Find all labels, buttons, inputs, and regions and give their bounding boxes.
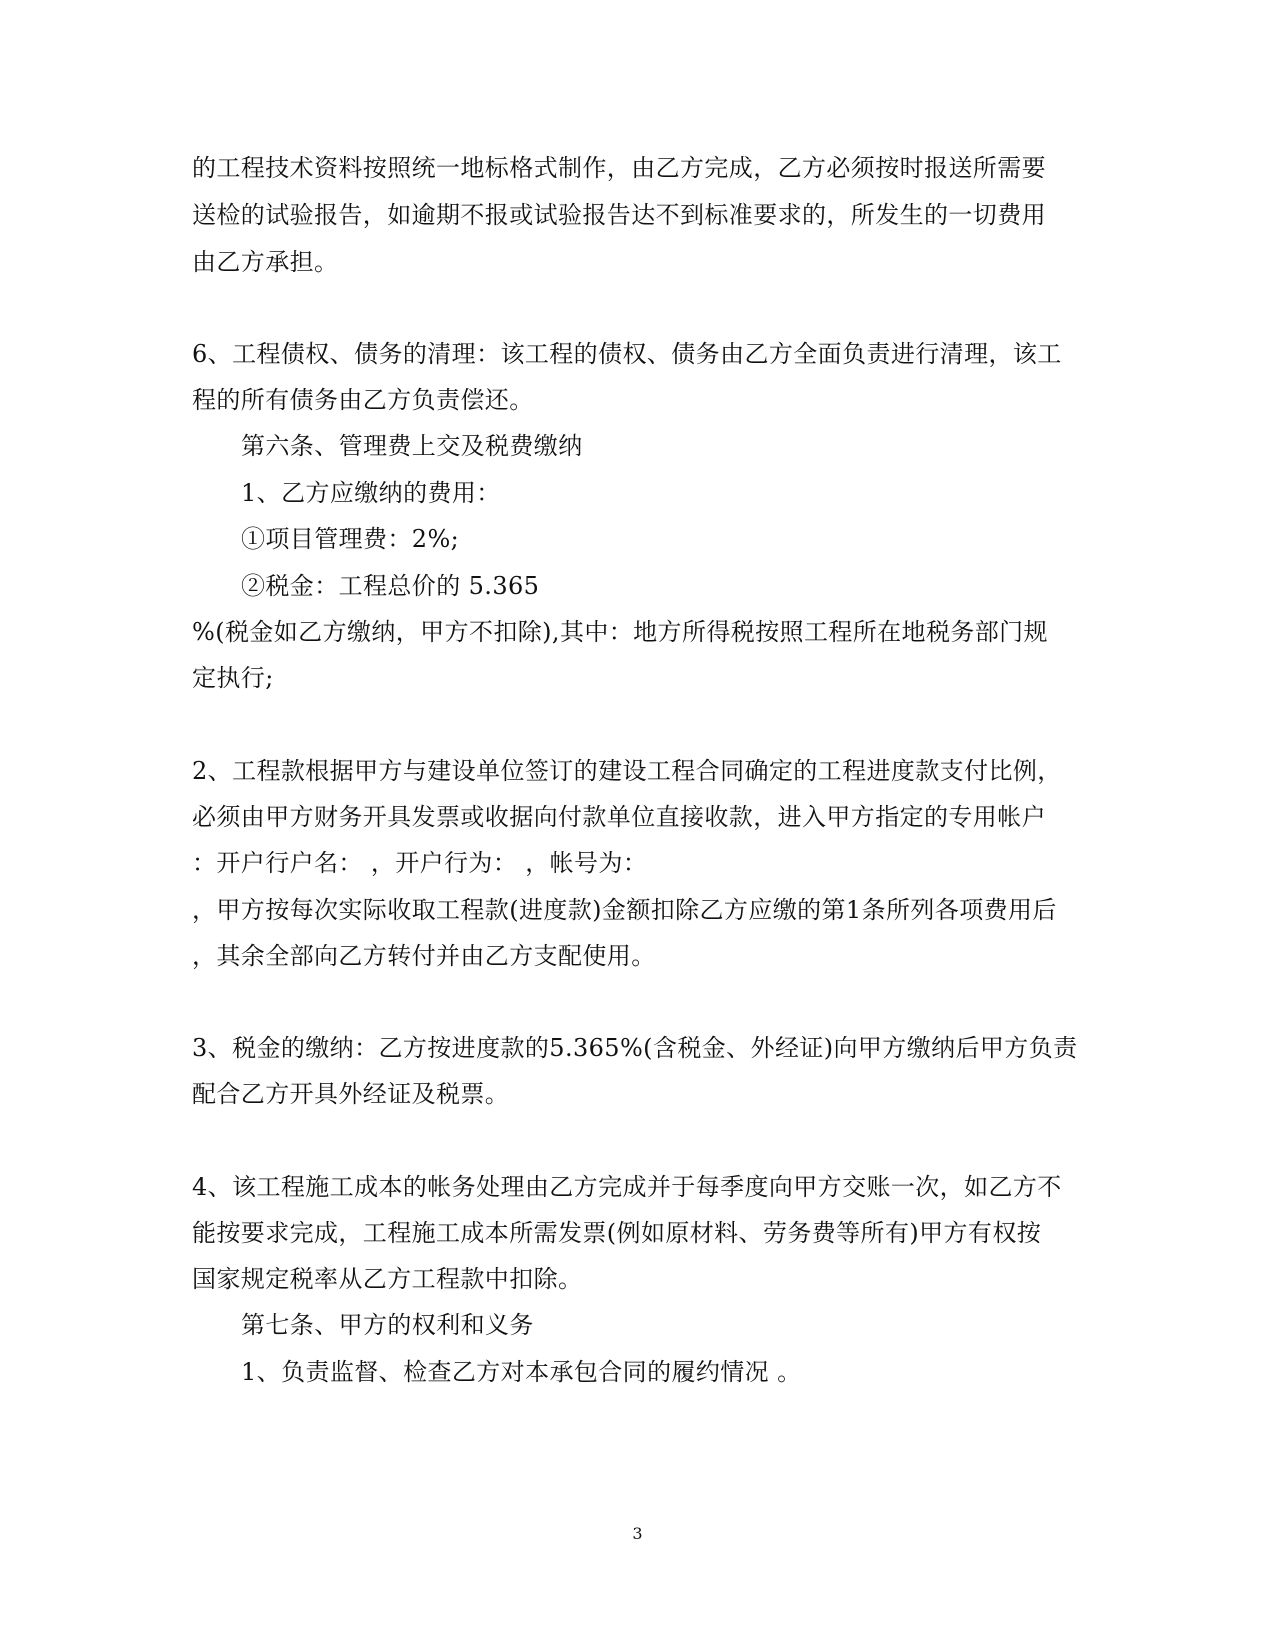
paragraph-4-line: 4、该工程施工成本的帐务处理由乙方完成并于每季度向甲方交账一次，如乙方不: [192, 1173, 1062, 1201]
fee-item-tax: ②税金：工程总价的 5.365: [241, 572, 540, 600]
paragraph-4-line: 能按要求完成，工程施工成本所需发票(例如原材料、劳务费等所有)甲方有权按: [192, 1219, 1042, 1247]
paragraph-2-line: ，甲方按每次实际收取工程款(进度款)金额扣除乙方应缴的第1条所列各项费用后: [192, 896, 1057, 924]
paragraph-3-line: 3、税金的缴纳：乙方按进度款的5.365%(含税金、外经证)向甲方缴纳后甲方负责: [192, 1034, 1078, 1062]
paragraph-3-line: 配合乙方开具外经证及税票。: [192, 1080, 510, 1108]
article-7-heading: 第七条、甲方的权利和义务: [241, 1311, 534, 1339]
paragraph-2-line: 必须由甲方财务开具发票或收据向付款单位直接收款，进入甲方指定的专用帐户: [192, 803, 1046, 831]
body-text-line: 由乙方承担。: [192, 248, 339, 276]
page-number: 3: [632, 1524, 643, 1543]
paragraph-6-line: 程的所有债务由乙方负责偿还。: [192, 386, 534, 414]
paragraph-6-line: 6、工程债权、债务的清理：该工程的债权、债务由乙方全面负责进行清理，该工: [192, 340, 1062, 368]
paragraph-4-line: 国家规定税率从乙方工程款中扣除。: [192, 1265, 583, 1293]
body-text-line: 的工程技术资料按照统一地标格式制作，由乙方完成，乙方必须按时报送所需要: [192, 154, 1046, 182]
body-text-line: 送检的试验报告，如逾期不报或试验报告达不到标准要求的，所发生的一切费用: [192, 201, 1046, 229]
account-info-line: ：开户行户名： ，开户行为： ，帐号为：: [192, 849, 648, 877]
paragraph-2-line: ，其余全部向乙方转付并由乙方支配使用。: [192, 942, 656, 970]
fee-list-heading: 1、乙方应缴纳的费用：: [241, 479, 501, 507]
tax-note-line: %(税金如乙方缴纳，甲方不扣除),其中：地方所得税按照工程所在地税务部门规: [192, 618, 1048, 646]
obligation-item-1: 1、负责监督、检查乙方对本承包合同的履约情况 。: [241, 1358, 802, 1386]
fee-item-management: ①项目管理费：2%;: [241, 525, 460, 553]
paragraph-2-line: 2、工程款根据甲方与建设单位签订的建设工程合同确定的工程进度款支付比例，: [192, 757, 1062, 785]
article-6-heading: 第六条、管理费上交及税费缴纳: [241, 432, 583, 460]
tax-note-line: 定执行;: [192, 664, 274, 692]
